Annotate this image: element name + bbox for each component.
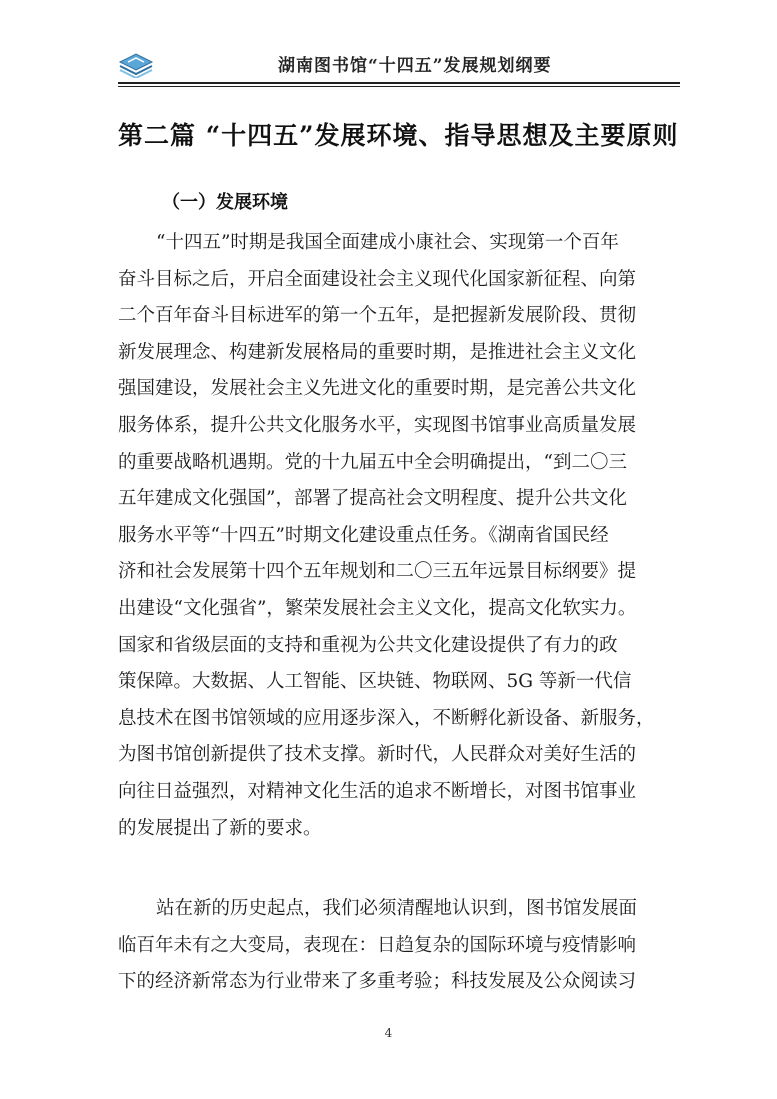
header-divider [118, 82, 680, 84]
page-number: 4 [384, 1026, 393, 1040]
paragraph-line: 向往日益强烈，对精神文化生活的追求不断增长，对图书馆事业 [118, 780, 637, 802]
paragraph-line: 息技术在图书馆领域的应用逐步深入，不断孵化新设备、新服务， [118, 707, 655, 729]
section-title: （一）发展环境 [162, 192, 288, 213]
paragraph-line: 的发展提出了新的要求。 [118, 817, 322, 839]
paragraph-line: 的重要战略机遇期。党的十九届五中全会明确提出，“到二〇三 [118, 451, 627, 473]
paragraph-line: 出建设“文化强省”，繁荣发展社会主义文化，提高文化软实力。 [118, 597, 637, 619]
paragraph-line: 强国建设，发展社会主义先进文化的重要时期，是完善公共文化 [118, 378, 637, 400]
header-divider-thin [118, 86, 680, 87]
paragraph-line: 为图书馆创新提供了技术支撑。新时代，人民群众对美好生活的 [118, 744, 637, 766]
chapter-title: 第二篇 “十四五”发展环境、指导思想及主要原则 [118, 121, 679, 150]
header-title: 湖南图书馆“十四五”发展规划纲要 [278, 56, 552, 76]
paragraph-line: 奋斗目标之后，开启全面建设社会主义现代化国家新征程、向第 [118, 268, 637, 290]
paragraph-line: 下的经济新常态为行业带来了多重考验；科技发展及公众阅读习 [118, 971, 637, 993]
running-header [118, 44, 680, 84]
paragraph-line: 五年建成文化强国”，部署了提高社会文明程度、提升公共文化 [118, 488, 627, 510]
paragraph-line: 国家和省级层面的支持和重视为公共文化建设提供了有力的政 [118, 634, 618, 656]
paragraph-line: 策保障。大数据、人工智能、区块链、物联网、5G 等新一代信 [118, 671, 632, 693]
paragraph-challenges [118, 891, 660, 1001]
paragraph-development-environment [118, 225, 660, 847]
paragraph-line: “十四五”时期是我国全面建成小康社会、实现第一个百年 [156, 232, 619, 253]
paragraph-line: 二个百年奋斗目标进军的第一个五年，是把握新发展阶段、贯彻 [118, 305, 637, 327]
paragraph-line: 服务水平等“十四五”时期文化建设重点任务。《湖南省国民经 [118, 524, 609, 546]
paragraph-line: 临百年未有之大变局，表现在：日趋复杂的国际环境与疫情影响 [118, 934, 637, 956]
paragraph-line: 站在新的历史起点，我们必须清醒地认识到，图书馆发展面 [156, 898, 638, 919]
paragraph-line: 新发展理念、构建新发展格局的重要时期，是推进社会主义文化 [118, 341, 637, 363]
paragraph-line: 济和社会发展第十四个五年规划和二〇三五年远景目标纲要》提 [118, 561, 637, 583]
library-book-logo-icon [118, 50, 154, 78]
paragraph-line: 服务体系，提升公共文化服务水平，实现图书馆事业高质量发展 [118, 414, 637, 436]
